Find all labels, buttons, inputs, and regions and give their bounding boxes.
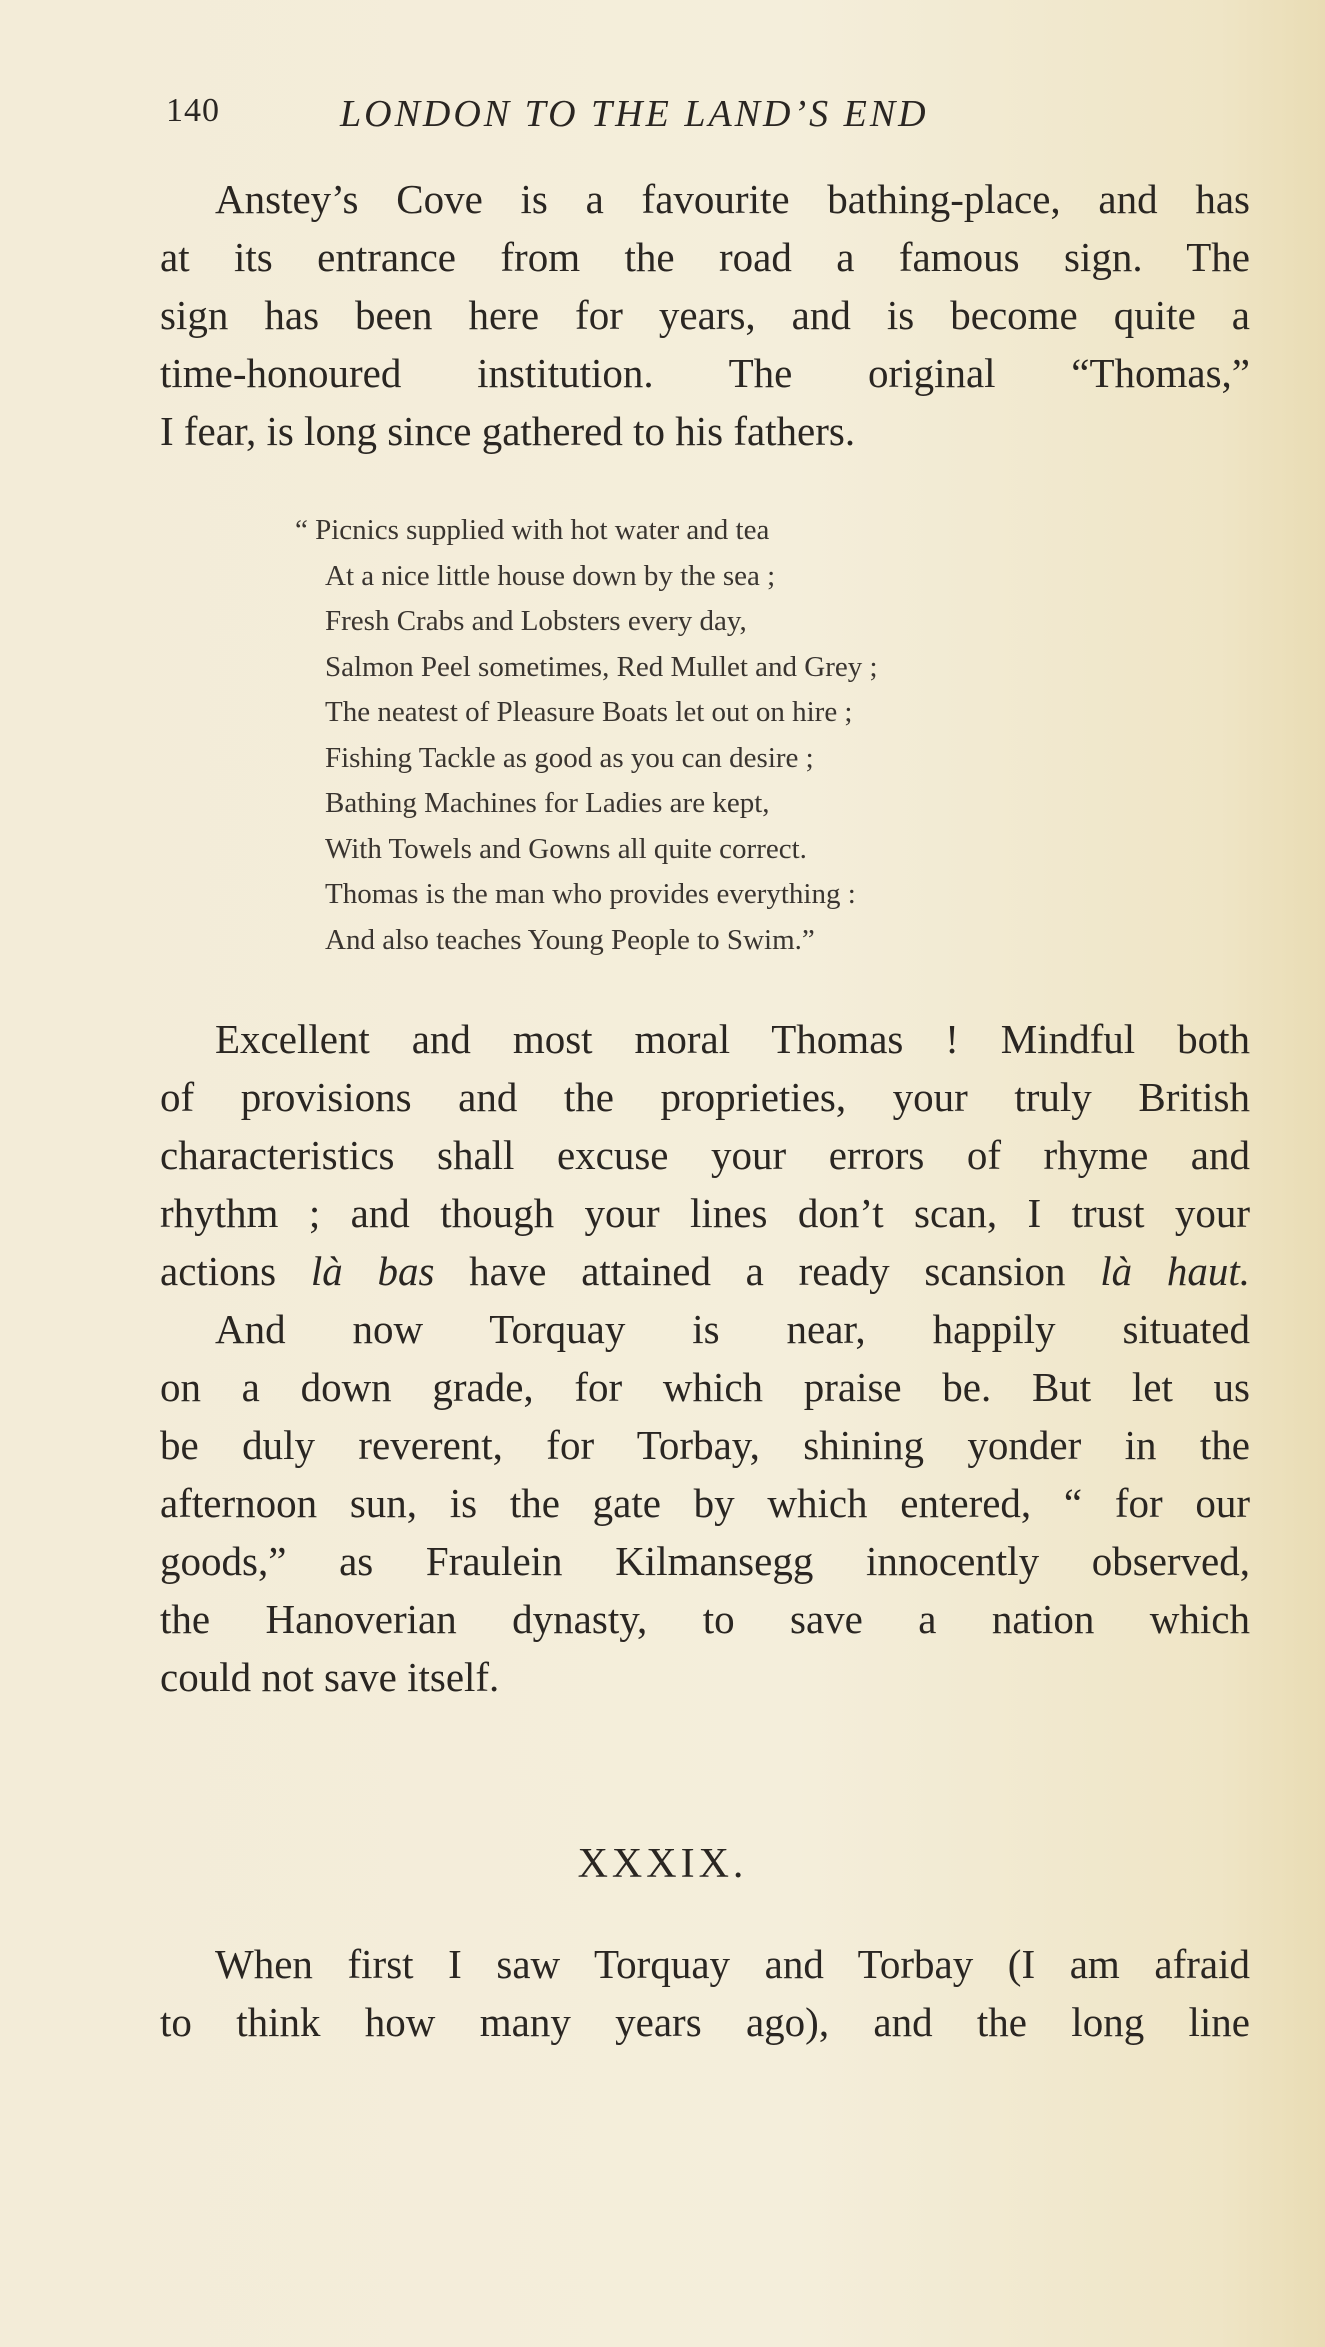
text-line: characteristics shall excuse your errors of rhyme and [160,1132,1250,1178]
verse-line: At a nice little house down by the sea ; [325,559,776,592]
text-line: afternoon sun, is the gate by which entered, “ for our [160,1480,1250,1526]
verse-line: Bathing Machines for Ladies are kept, [325,787,770,819]
running-title: LONDON TO THE LAND’S END [340,93,929,135]
italic-phrase: là haut. [1100,1248,1250,1294]
paragraph-excellent-thomas [160,1010,1250,1706]
italic-phrase: là bas [310,1248,435,1294]
text-line: be duly reverent, for Torbay, shining yonder in the [160,1422,1250,1468]
verse-line: Fishing Tackle as good as you can desire ; [325,741,814,774]
text-line: to think how many years ago), and the long line [160,1999,1250,2045]
verse-line: Fresh Crabs and Lobsters every day, [325,605,747,637]
text-run: have attained a ready scansion [434,1248,1101,1294]
text-run: actions [160,1248,311,1294]
verse-line: And also teaches Young People to Swim.” [325,923,815,956]
verse-line: With Towels and Gowns all quite correct. [325,832,807,865]
sign-verse [295,508,1195,963]
verse-line: The neatest of Pleasure Boats let out on hire ; [325,696,853,728]
paragraph-anstey-cove [160,170,1250,460]
verse-line: Thomas is the man who provides everything : [325,878,856,910]
text-line: sign has been here for years, and is become quite a [160,292,1250,338]
text-line: And now Torquay is near, happily situated [215,1306,1250,1352]
text-line: rhythm ; and though your lines don’t scan, I trust your [160,1190,1250,1236]
verse-line: Salmon Peel sometimes, Red Mullet and Grey ; [325,650,878,683]
page-number: 140 [166,92,220,129]
text-line: the Hanoverian dynasty, to save a nation which [160,1596,1250,1642]
text-line: of provisions and the proprieties, your truly British [160,1074,1250,1120]
verse-line: “ Picnics supplied with hot water and tea [295,514,770,546]
text-line: I fear, is long since gathered to his fathers. [160,408,856,454]
text-line: Excellent and most moral Thomas ! Mindful both [215,1016,1250,1062]
text-line: on a down grade, for which praise be. But let us [160,1364,1250,1410]
text-line: time-honoured institution. The original “Thomas,” [160,350,1250,396]
text-line: When first I saw Torquay and Torbay (I am afraid [215,1941,1250,1987]
text-line: goods,” as Fraulein Kilmansegg innocently observed, [160,1538,1250,1584]
text-line-with-italics [160,1242,1250,1300]
text-line: could not save itself. [160,1654,500,1700]
section-heading: XXXIX. [577,1841,748,1887]
page-header [0,92,1325,142]
text-line: at its entrance from the road a famous sign. The [160,234,1250,280]
text-line: Anstey’s Cove is a favourite bathing-place, and has [215,176,1250,222]
paragraph-when-first [160,1935,1250,2051]
